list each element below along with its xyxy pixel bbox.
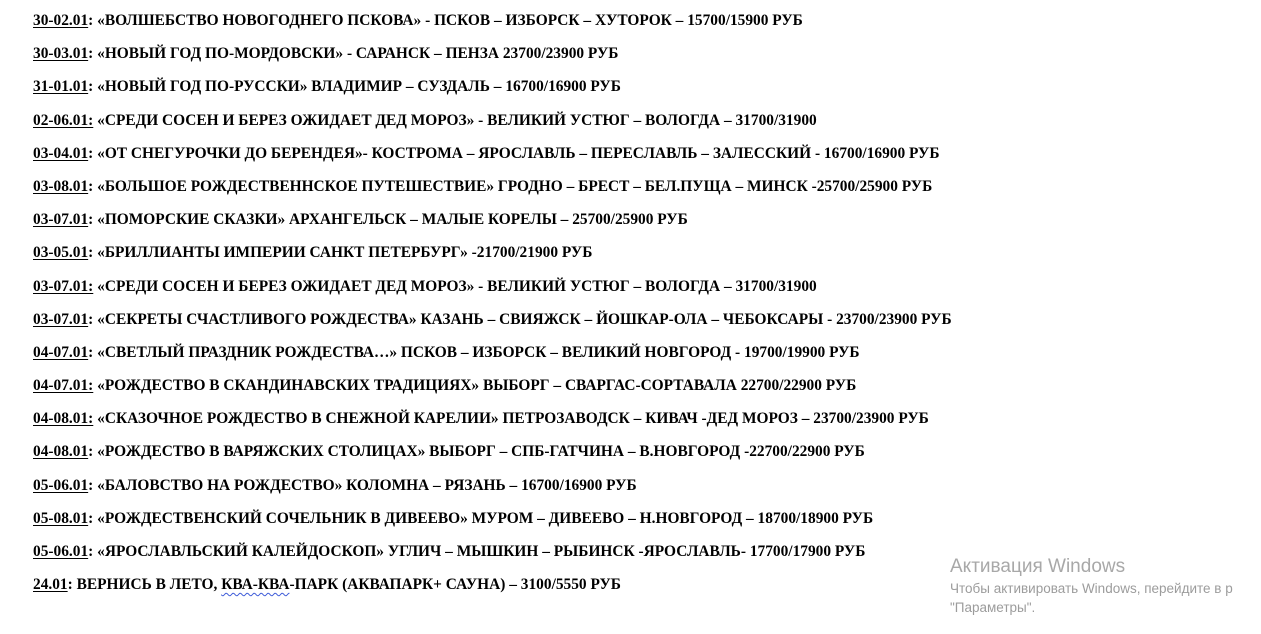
tour-code: 24.01 — [33, 576, 68, 594]
tour-list — [33, 10, 952, 607]
tour-line — [33, 242, 952, 275]
tour-line — [33, 110, 952, 143]
tour-code: 04-07.01: — [33, 377, 94, 395]
tour-line — [33, 276, 952, 309]
tour-line — [33, 508, 952, 541]
tour-code: 05-06.01 — [33, 543, 89, 560]
tour-description: : «ВОЛШЕБСТВО НОВОГОДНЕГО ПСКОВА» - ПСКОВ – ИЗБОРСК – ХУТОРОК – 15700/15900 РУБ — [88, 12, 803, 29]
tour-code: 30-02.01 — [33, 12, 89, 29]
tour-code: 03-05.01 — [33, 244, 89, 262]
tour-line — [33, 342, 952, 375]
watermark-line-2: "Параметры". — [950, 600, 1036, 615]
tour-code: 30-03.01 — [33, 45, 89, 63]
tour-line — [33, 76, 952, 109]
tour-description: «СРЕДИ СОСЕН И БЕРЕЗ ОЖИДАЕТ ДЕД МОРОЗ» - ВЕЛИКИЙ УСТЮГ – ВОЛОГДА – 31700/31900 — [93, 277, 817, 295]
tour-line — [33, 10, 952, 43]
tour-line — [33, 408, 952, 441]
tour-code: 04-08.01 — [33, 443, 89, 461]
tour-description: : «ПОМОРСКИЕ СКАЗКИ» АРХАНГЕЛЬСК – МАЛЫЕ КОРЕЛЫ – 25700/25900 РУБ — [88, 211, 688, 229]
tour-line — [33, 43, 952, 76]
tour-description: «СКАЗОЧНОЕ РОЖДЕСТВО В СНЕЖНОЙ КАРЕЛИИ» ПЕТРОЗАВОДСК – КИВАЧ -ДЕД МОРОЗ – 23700/23900 РУБ — [93, 410, 929, 428]
watermark-title: Активация Windows — [950, 556, 1126, 577]
tour-line-aquapark — [33, 574, 952, 607]
tour-line — [33, 375, 952, 408]
spellcheck-flagged-word[interactable]: КВА-КВА — [221, 576, 290, 594]
tour-description-end: -ПАРК (АКВАПАРК+ САУНА) – 3100/5550 РУБ — [289, 576, 621, 594]
tour-line — [33, 441, 952, 474]
tour-code: 03-08.01 — [33, 177, 89, 195]
tour-line — [33, 143, 952, 176]
tour-description: «РОЖДЕСТВО В СКАНДИНАВСКИХ ТРАДИЦИЯХ» ВЫБОРГ – СВАРГАС-СОРТАВАЛА 22700/22900 РУБ — [93, 377, 857, 395]
tour-line — [33, 541, 952, 574]
tour-code: 03-07.01 — [33, 211, 89, 229]
tour-description: : «РОЖДЕСТВЕНСКИЙ СОЧЕЛЬНИК В ДИВЕЕВО» МУРОМ – ДИВЕЕВО – Н.НОВГОРОД – 18700/18900 РУБ — [88, 509, 874, 527]
tour-code: 03-07.01: — [33, 277, 94, 295]
tour-description: : «НОВЫЙ ГОД ПО-МОРДОВСКИ» - САРАНСК – ПЕНЗА 23700/23900 РУБ — [88, 45, 619, 63]
tour-line — [33, 475, 952, 508]
tour-description: : «СВЕТЛЫЙ ПРАЗДНИК РОЖДЕСТВА…» ПСКОВ – ИЗБОРСК – ВЕЛИКИЙ НОВГОРОД - 19700/19900 РУБ — [88, 343, 860, 361]
tour-description: : «СЕКРЕТЫ СЧАСТЛИВОГО РОЖДЕСТВА» КАЗАНЬ – СВИЯЖСК – ЙОШКАР-ОЛА – ЧЕБОКСАРЫ - 23700/23900 РУБ — [88, 310, 952, 328]
tour-description: «СРЕДИ СОСЕН И БЕРЕЗ ОЖИДАЕТ ДЕД МОРОЗ» - ВЕЛИКИЙ УСТЮГ – ВОЛОГДА – 31700/31900 — [93, 111, 817, 129]
tour-description: : «ОТ СНЕГУРОЧКИ ДО БЕРЕНДЕЯ»- КОСТРОМА – ЯРОСЛАВЛЬ – ПЕРЕСЛАВЛЬ – ЗАЛЕССКИЙ - 16700/16900 РУБ — [88, 144, 940, 162]
tour-code: 03-04.01 — [33, 144, 89, 162]
tour-line — [33, 309, 952, 342]
tour-description: : «РОЖДЕСТВО В ВАРЯЖСКИХ СТОЛИЦАХ» ВЫБОРГ – СПБ-ГАТЧИНА – В.НОВГОРОД -22700/22900 РУБ — [88, 443, 865, 461]
tour-code: 04-07.01 — [33, 343, 89, 361]
tour-description: : «БАЛОВСТВО НА РОЖДЕСТВО» КОЛОМНА – РЯЗАНЬ – 16700/16900 РУБ — [88, 476, 637, 494]
tour-code: 05-08.01 — [33, 509, 89, 527]
tour-description: : «НОВЫЙ ГОД ПО-РУССКИ» ВЛАДИМИР – СУЗДАЛЬ – 16700/16900 РУБ — [88, 78, 621, 96]
tour-code: 02-06.01: — [33, 111, 94, 129]
tour-code: 04-08.01: — [33, 410, 94, 428]
tour-description: : «БРИЛЛИАНТЫ ИМПЕРИИ САНКТ ПЕТЕРБУРГ» -21700/21900 РУБ — [88, 244, 593, 262]
tour-code: 03-07.01 — [33, 310, 89, 328]
tour-line — [33, 209, 952, 242]
tour-description: : «БОЛЬШОЕ РОЖДЕСТВЕННСКОЕ ПУТЕШЕСТВИЕ» ГРОДНО – БРЕСТ – БЕЛ.ПУЩА – МИНСК -25700/25900 РУБ — [88, 177, 933, 195]
tour-description-start: : ВЕРНИСЬ В ЛЕТО, — [67, 576, 222, 594]
windows-activation-watermark — [950, 555, 1261, 617]
tour-code: 31-01.01 — [33, 78, 89, 96]
tour-code: 05-06.01 — [33, 476, 89, 494]
tour-line — [33, 176, 952, 209]
watermark-line-1: Чтобы активировать Windows, перейдите в р — [950, 581, 1233, 596]
tour-description: : «ЯРОСЛАВЛЬСКИЙ КАЛЕЙДОСКОП» УГЛИЧ – МЫШКИН – РЫБИНСК -ЯРОСЛАВЛЬ- 17700/17900 РУБ — [88, 543, 866, 560]
